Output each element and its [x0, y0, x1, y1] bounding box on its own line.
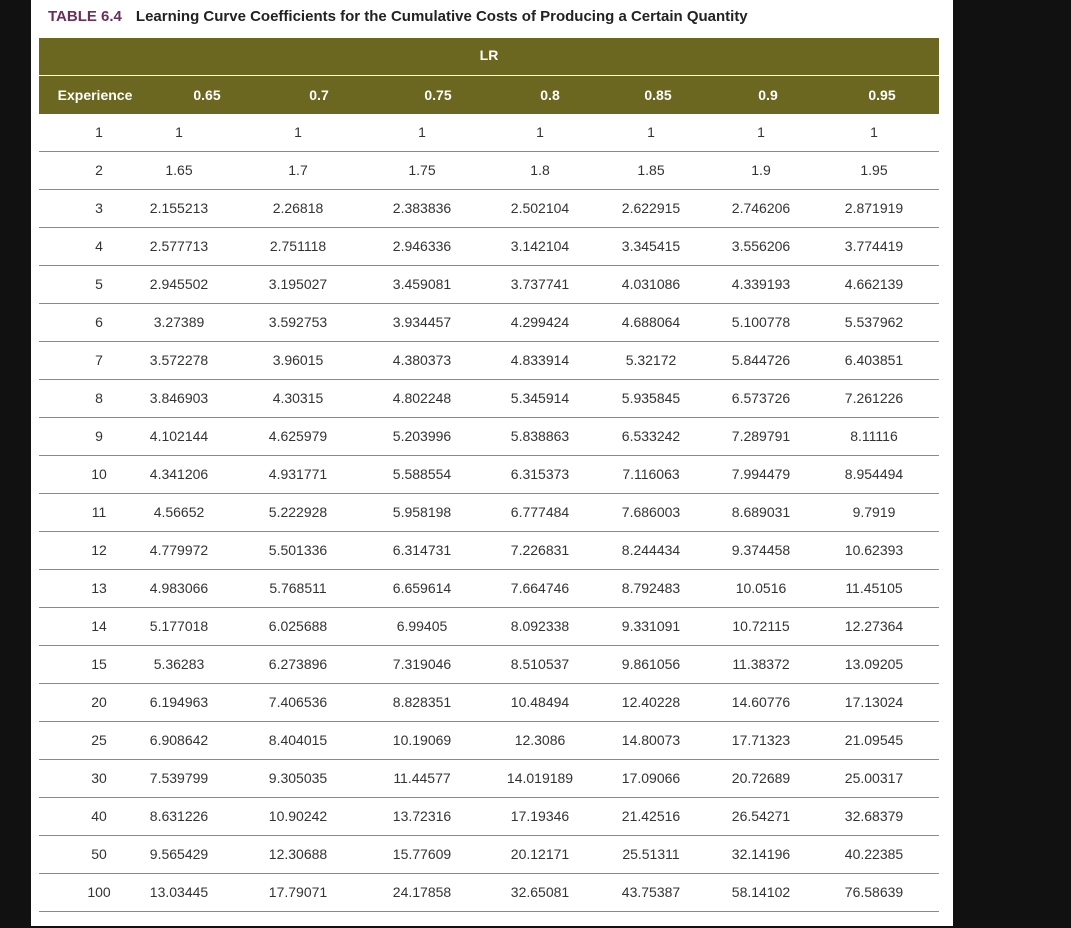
coefficient-cell: 10.48494	[510, 694, 570, 710]
coefficient-cell: 1	[647, 124, 655, 140]
table-row	[39, 190, 939, 228]
coefficient-cell: 20.12171	[510, 846, 570, 862]
coefficient-cell: 7.116063	[622, 466, 680, 482]
coefficient-cell: 4.56652	[153, 504, 205, 520]
coefficient-cell: 3.737741	[510, 276, 570, 292]
experience-cell: 25	[91, 732, 107, 748]
coefficient-cell: 1.85	[637, 162, 665, 178]
coefficient-cell: 11.45105	[845, 580, 903, 596]
experience-cell: 2	[95, 162, 103, 178]
coefficient-cell: 13.72316	[392, 808, 452, 824]
column-header: 0.75	[424, 87, 452, 103]
coefficient-cell: 3.96015	[272, 352, 324, 368]
coefficient-cell: 5.222928	[268, 504, 328, 520]
coefficient-cell: 5.768511	[269, 580, 327, 596]
coefficient-cell: 8.828351	[392, 694, 452, 710]
coefficient-cell: 2.945502	[149, 276, 209, 292]
coefficient-cell: 8.954494	[844, 466, 904, 482]
coefficient-cell: 3.27389	[153, 314, 205, 330]
column-header: 0.95	[868, 87, 896, 103]
coefficient-cell: 9.331091	[621, 618, 681, 634]
coefficient-cell: 3.345415	[621, 238, 681, 254]
experience-cell: 11	[91, 504, 107, 520]
learning-rate-group-header	[39, 38, 939, 75]
experience-cell: 7	[95, 352, 103, 368]
coefficient-cell: 7.406536	[268, 694, 328, 710]
coefficient-cell: 13.03445	[149, 884, 209, 900]
coefficient-cell: 17.19346	[510, 808, 570, 824]
coefficient-cell: 1.7	[288, 162, 308, 178]
table-row	[39, 836, 939, 874]
coefficient-cell: 3.459081	[392, 276, 452, 292]
coefficient-cell: 1	[175, 124, 183, 140]
column-header: 0.7	[309, 87, 329, 103]
coefficient-cell: 8.792483	[621, 580, 681, 596]
coefficient-cell: 6.99405	[396, 618, 448, 634]
coefficient-cell: 76.58639	[844, 884, 904, 900]
coefficient-cell: 6.777484	[510, 504, 570, 520]
coefficient-cell: 7.319046	[392, 656, 452, 672]
coefficient-cell: 4.30315	[272, 390, 324, 406]
column-header: 0.9	[758, 87, 778, 103]
experience-cell: 40	[91, 808, 107, 824]
coefficient-cell: 1	[418, 124, 426, 140]
coefficient-cell: 40.22385	[844, 846, 904, 862]
coefficient-cell: 10.72115	[732, 618, 790, 634]
coefficient-cell: 1	[757, 124, 765, 140]
coefficient-cell: 6.025688	[268, 618, 328, 634]
coefficient-cell: 2.383836	[392, 200, 452, 216]
coefficient-cell: 11.44577	[393, 770, 451, 786]
coefficient-cell: 24.17858	[392, 884, 452, 900]
table-row	[39, 342, 939, 380]
coefficient-cell: 14.019189	[506, 770, 574, 786]
table-row	[39, 874, 939, 912]
coefficient-cell: 2.622915	[621, 200, 681, 216]
table-row	[39, 418, 939, 456]
coefficient-cell: 6.315373	[510, 466, 570, 482]
coefficient-cell: 6.533242	[621, 428, 681, 444]
coefficient-cell: 4.339193	[731, 276, 791, 292]
coefficient-cell: 32.14196	[731, 846, 791, 862]
coefficient-cell: 7.686003	[621, 504, 681, 520]
table-row	[39, 646, 939, 684]
coefficient-cell: 5.935845	[621, 390, 681, 406]
table-body	[39, 114, 939, 912]
table-row	[39, 722, 939, 760]
document-page	[31, 0, 953, 926]
table-number: TABLE 6.4	[48, 8, 122, 25]
coefficient-cell: 17.09066	[621, 770, 681, 786]
coefficient-cell: 4.688064	[621, 314, 681, 330]
experience-cell: 9	[95, 428, 103, 444]
column-header: 0.8	[540, 87, 560, 103]
coefficient-cell: 1	[536, 124, 544, 140]
coefficient-cell: 14.80073	[621, 732, 681, 748]
coefficient-cell: 3.195027	[268, 276, 328, 292]
experience-cell: 14	[91, 618, 107, 634]
coefficient-cell: 17.79071	[268, 884, 328, 900]
coefficient-cell: 1	[870, 124, 878, 140]
coefficient-cell: 1.95	[860, 162, 888, 178]
coefficient-cell: 4.102144	[149, 428, 209, 444]
table-row	[39, 532, 939, 570]
learning-rate-label: LR	[479, 47, 499, 63]
coefficient-cell: 13.09205	[844, 656, 904, 672]
coefficient-cell: 15.77609	[392, 846, 452, 862]
coefficient-cell: 2.26818	[272, 200, 324, 216]
experience-cell: 30	[91, 770, 107, 786]
coefficient-cell: 6.273896	[268, 656, 328, 672]
coefficient-cell: 17.71323	[731, 732, 791, 748]
coefficient-cell: 43.75387	[621, 884, 681, 900]
table-row	[39, 494, 939, 532]
coefficient-cell: 2.746206	[731, 200, 791, 216]
coefficient-cell: 1	[294, 124, 302, 140]
coefficient-cell: 25.00317	[844, 770, 904, 786]
table-row	[39, 266, 939, 304]
table-row	[39, 798, 939, 836]
coefficient-cell: 6.314731	[392, 542, 452, 558]
table-row	[39, 570, 939, 608]
coefficient-cell: 4.341206	[149, 466, 209, 482]
coefficient-cell: 25.51311	[622, 846, 680, 862]
coefficient-cell: 7.289791	[731, 428, 791, 444]
coefficient-cell: 5.958198	[392, 504, 452, 520]
column-header-row	[39, 76, 939, 114]
column-header: 0.85	[644, 87, 672, 103]
coefficient-cell: 12.3086	[514, 732, 566, 748]
experience-cell: 15	[91, 656, 107, 672]
coefficient-cell: 6.908642	[149, 732, 209, 748]
coefficient-cell: 4.833914	[510, 352, 570, 368]
coefficient-cell: 12.27364	[844, 618, 904, 634]
coefficient-cell: 8.404015	[268, 732, 328, 748]
coefficient-cell: 3.572278	[149, 352, 209, 368]
experience-cell: 5	[95, 276, 103, 292]
coefficient-cell: 5.203996	[392, 428, 452, 444]
coefficient-cell: 6.194963	[149, 694, 209, 710]
coefficient-cell: 10.62393	[844, 542, 904, 558]
coefficient-cell: 5.32172	[625, 352, 677, 368]
experience-cell: 13	[91, 580, 107, 596]
coefficient-cell: 1.9	[751, 162, 771, 178]
coefficient-cell: 4.625979	[268, 428, 328, 444]
coefficient-cell: 9.565429	[149, 846, 209, 862]
coefficient-cell: 21.09545	[844, 732, 904, 748]
coefficient-cell: 2.751118	[269, 238, 327, 254]
coefficient-cell: 9.374458	[731, 542, 791, 558]
coefficient-cell: 4.931771	[268, 466, 328, 482]
coefficient-cell: 6.573726	[731, 390, 791, 406]
coefficient-cell: 2.502104	[510, 200, 570, 216]
coefficient-cell: 4.983066	[149, 580, 209, 596]
coefficient-cell: 58.14102	[731, 884, 791, 900]
table-row	[39, 380, 939, 418]
coefficient-cell: 4.380373	[392, 352, 452, 368]
coefficient-cell: 26.54271	[731, 808, 791, 824]
coefficient-cell: 12.30688	[268, 846, 328, 862]
coefficient-cell: 3.846903	[149, 390, 209, 406]
table-row	[39, 114, 939, 152]
coefficient-cell: 6.403851	[844, 352, 904, 368]
coefficient-cell: 8.510537	[510, 656, 570, 672]
coefficient-cell: 3.556206	[731, 238, 791, 254]
coefficient-cell: 7.261226	[844, 390, 904, 406]
coefficient-cell: 5.345914	[510, 390, 570, 406]
coefficient-cell: 3.774419	[844, 238, 904, 254]
experience-cell: 6	[95, 314, 103, 330]
coefficient-cell: 2.577713	[149, 238, 209, 254]
experience-cell: 100	[87, 884, 111, 900]
experience-cell: 8	[95, 390, 103, 406]
coefficient-cell: 32.68379	[844, 808, 904, 824]
coefficient-cell: 32.65081	[510, 884, 570, 900]
coefficient-cell: 21.42516	[621, 808, 681, 824]
experience-cell: 10	[91, 466, 107, 482]
coefficient-cell: 1.8	[530, 162, 550, 178]
coefficient-cell: 12.40228	[621, 694, 681, 710]
coefficient-cell: 20.72689	[731, 770, 791, 786]
experience-cell: 3	[95, 200, 103, 216]
coefficient-cell: 4.031086	[621, 276, 681, 292]
coefficient-cell: 8.631226	[149, 808, 209, 824]
table-row	[39, 760, 939, 798]
coefficient-cell: 3.934457	[392, 314, 452, 330]
experience-cell: 12	[91, 542, 107, 558]
experience-column-header: Experience	[57, 87, 133, 103]
table-row	[39, 684, 939, 722]
table-title	[48, 8, 748, 25]
coefficient-cell: 4.662139	[844, 276, 904, 292]
coefficient-cell: 10.19069	[392, 732, 452, 748]
column-header: 0.65	[193, 87, 221, 103]
coefficient-cell: 5.588554	[392, 466, 452, 482]
coefficient-cell: 5.501336	[268, 542, 328, 558]
coefficient-cell: 9.7919	[852, 504, 896, 520]
coefficient-cell: 5.844726	[731, 352, 791, 368]
coefficient-cell: 3.592753	[268, 314, 328, 330]
table-row	[39, 152, 939, 190]
table-row	[39, 228, 939, 266]
table-row	[39, 304, 939, 342]
table-row	[39, 608, 939, 646]
coefficient-cell: 4.802248	[392, 390, 452, 406]
coefficient-cell: 10.90242	[268, 808, 328, 824]
coefficient-cell: 14.60776	[731, 694, 791, 710]
coefficient-cell: 5.838863	[510, 428, 570, 444]
coefficient-cell: 2.155213	[149, 200, 209, 216]
coefficient-cell: 7.226831	[510, 542, 570, 558]
coefficient-cell: 7.539799	[149, 770, 209, 786]
coefficient-cell: 8.11116	[850, 428, 898, 444]
coefficient-cell: 4.779972	[149, 542, 209, 558]
coefficient-cell: 8.092338	[510, 618, 570, 634]
coefficient-cell: 1.75	[408, 162, 436, 178]
coefficient-cell: 9.305035	[268, 770, 328, 786]
coefficient-cell: 6.659614	[392, 580, 452, 596]
coefficient-cell: 3.142104	[510, 238, 570, 254]
coefficient-cell: 7.994479	[731, 466, 791, 482]
coefficient-cell: 5.36283	[153, 656, 205, 672]
experience-cell: 20	[91, 694, 107, 710]
coefficient-cell: 8.244434	[621, 542, 681, 558]
experience-cell: 50	[91, 846, 107, 862]
coefficient-cell: 4.299424	[510, 314, 570, 330]
coefficient-cell: 1.65	[165, 162, 193, 178]
coefficient-cell: 5.100778	[731, 314, 791, 330]
coefficient-cell: 5.177018	[149, 618, 209, 634]
coefficient-cell: 5.537962	[844, 314, 904, 330]
coefficient-cell: 17.13024	[844, 694, 904, 710]
coefficient-cell: 8.689031	[731, 504, 791, 520]
coefficient-cell: 10.0516	[735, 580, 787, 596]
coefficient-cell: 2.946336	[392, 238, 452, 254]
coefficient-cell: 2.871919	[844, 200, 904, 216]
experience-cell: 1	[95, 124, 103, 140]
coefficient-cell: 9.861056	[621, 656, 681, 672]
table-caption: Learning Curve Coefficients for the Cumulative Costs of Producing a Certain Quantity	[135, 8, 748, 25]
coefficient-cell: 11.38372	[732, 656, 790, 672]
table-row	[39, 456, 939, 494]
experience-cell: 4	[95, 238, 103, 254]
coefficient-cell: 7.664746	[510, 580, 570, 596]
